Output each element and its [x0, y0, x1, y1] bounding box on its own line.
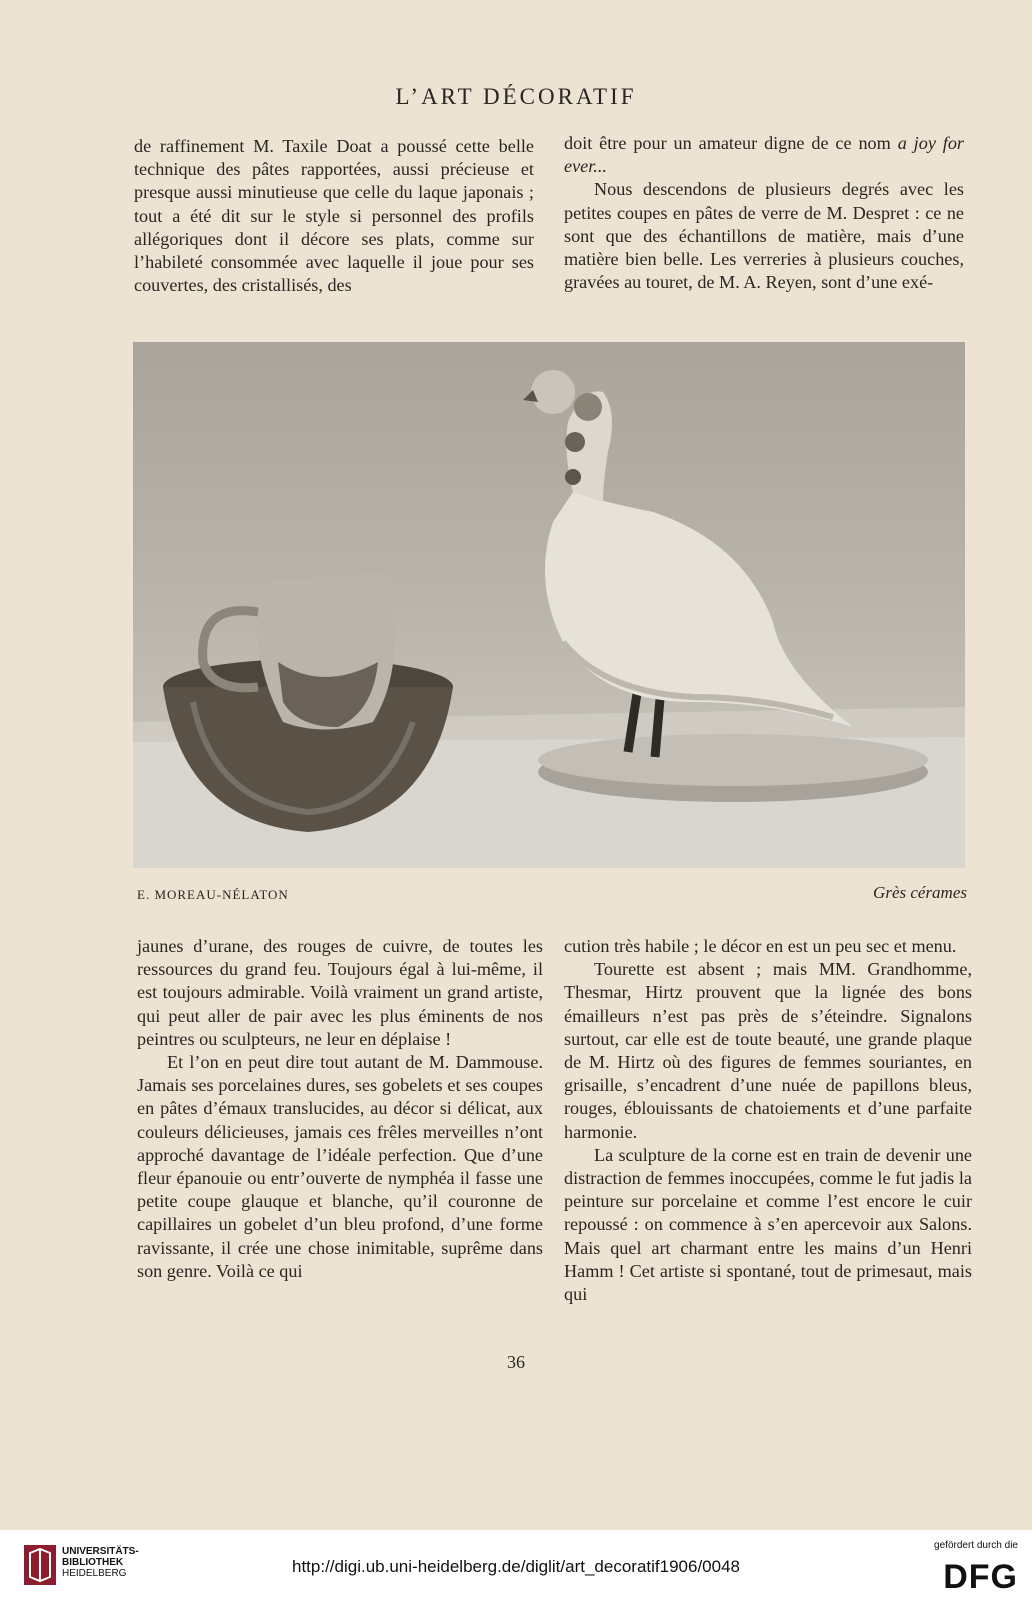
- photograph-ceramics: [133, 342, 965, 868]
- funding-note: gefördert durch die: [934, 1540, 1018, 1551]
- column-bottom-left: [137, 935, 543, 1283]
- permalink-url[interactable]: http://digi.ub.uni-heidelberg.de/diglit/art_decoratif1906/0048: [292, 1557, 740, 1576]
- running-head: L’ART DÉCORATIF: [395, 84, 637, 109]
- paragraph: Et l’on en peut dire tout autant de M. Dammouse. Jamais ses porcelaines dures, ses gobelets et ses coupes en pâtes d’émaux translucides, au décor si délicat, aux couleurs délicieuses, jamais ces frêles merveilles n’ont approché davantage de l’idéale perfection. Que d’une fleur épanouie ou entr’ouverte de nymphéa il fasse une petite coupe glauque et blanche, qu’il couronne de capillaires un gobelet d’un bleu profond, d’une forme ravissante, il crée une chose inimitable, suprême dans son genre. Voilà ce qui: [137, 1052, 543, 1281]
- paragraph-text: doit être pour un amateur digne de ce nom: [564, 133, 891, 153]
- paragraph: La sculpture de la corne est en train de devenir une distraction de femmes inoccupées, comme le fut jadis la peinture sur porcelaine et comme l’est encore le cuir repoussé : on commence à s’en apercevoir aux Salons. Mais quel art charmant entre les mains d’un Henri Hamm ! Cet artiste si spontané, tout de primesaut, mais qui: [564, 1144, 972, 1305]
- photo-credit: E. MOREAU-NÉLATON: [137, 887, 289, 902]
- dfg-logo: DFG: [943, 1558, 1018, 1596]
- photo-caption: Grès cérames: [873, 883, 967, 902]
- paragraph: cution très habile ; le décor en est un peu sec et menu.: [564, 936, 957, 956]
- column-bottom-right: [564, 935, 972, 1306]
- paragraph: jaunes d’urane, des rouges de cuivre, de toutes les ressources du grand feu. Toujours égal à lui-même, il est toujours admirable. Voilà vraiment un grand artiste, qui peut aller de pair avec les plus éminents de nos peintres ou sculpteurs, ne leur en déplaise !: [137, 936, 543, 1049]
- digitization-footer: [0, 1530, 1032, 1603]
- column-top-left: [134, 135, 534, 297]
- library-line: BIBLIOTHEK: [62, 1557, 124, 1568]
- italic-quote: a joy for ever...: [564, 133, 964, 177]
- library-line: UNIVERSITÄTS-: [62, 1546, 139, 1557]
- page-number: 36: [507, 1352, 525, 1372]
- column-top-right: [564, 132, 964, 294]
- paragraph: [564, 132, 964, 178]
- paragraph: Tourette est absent ; mais MM. Grandhomme, Thesmar, Hirtz prouvent que la lignée des bons émailleurs n’est pas près de s’éteindre. Signalons surtout, car elle est de toute beauté, une grande plaque de M. Hirtz où des figures de femmes souriantes, en grisaille, s’encadrent d’une nuée de papillons bleus, rouges, éblouissants de chatoiements et d’une parfaite harmonie.: [564, 959, 972, 1142]
- library-line: HEIDELBERG: [62, 1568, 127, 1579]
- paragraph: de raffinement M. Taxile Doat a poussé cette belle technique des pâtes rapportées, aussi précieuse et presque aussi minutieuse que celle du laque japonais ; tout a été dit sur le style si personnel des profils allégoriques dont il décore ses plats, comme sur l’habileté consommée avec laquelle il joue pour ses couvertes, des cristallisés, des: [134, 136, 534, 296]
- paragraph: Nous descendons de plusieurs degrés avec les petites coupes en pâtes de verre de M. Despret : ce ne sont que des échantillons de matière, mais d’une matière bien belle. Les verreries à plusieurs couches, gravées au touret, de M. A. Reyen, sont d’une exé-: [564, 179, 964, 293]
